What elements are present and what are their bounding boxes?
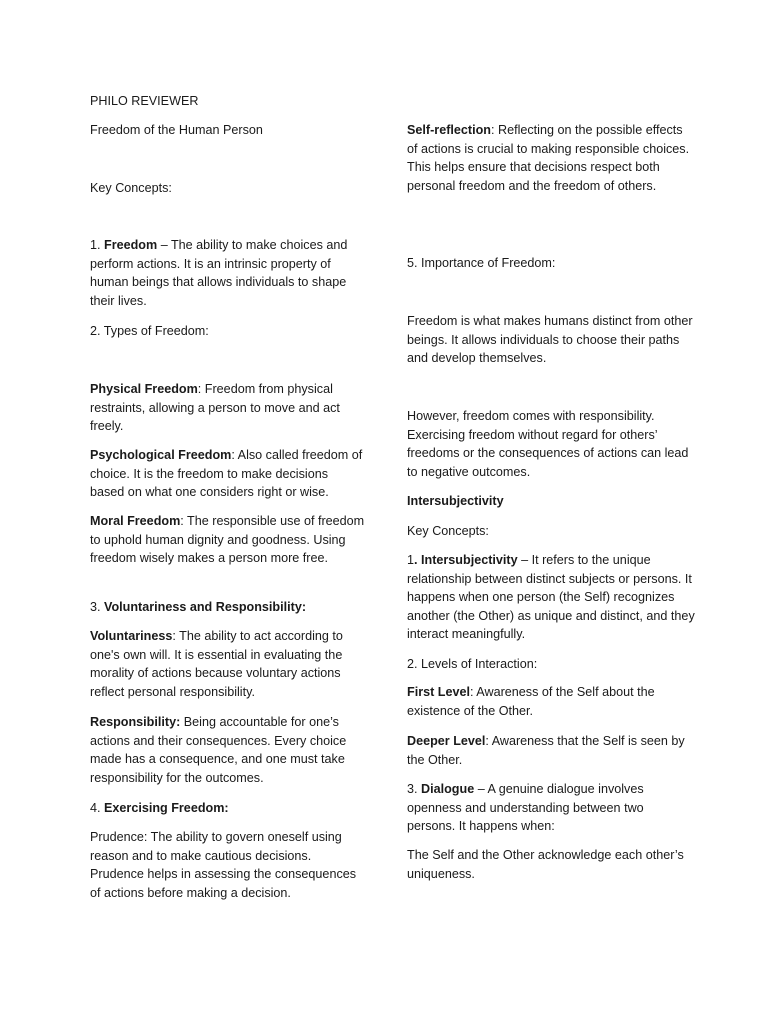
- voluntariness-definition: [90, 627, 365, 701]
- first-level-text: : Awareness of the Self about the existence of the Other.: [407, 685, 655, 718]
- moral-freedom-text: : The responsible use of freedom to uphold human dignity and goodness. Using freedom wisely makes a person more free.: [90, 514, 365, 566]
- dialogue-definition: [407, 780, 695, 836]
- deeper-level-text: : Awareness that the Self is seen by the Other.: [407, 734, 685, 767]
- self-other-statement: The Self and the Other acknowledge each other’s uniqueness.: [407, 848, 684, 881]
- freedom-definition: [90, 236, 365, 310]
- importance-paragraph-2: However, freedom comes with responsibility. Exercising freedom without regard for others’ freedoms or the consequences of actions can lead to negative outcomes.: [407, 409, 689, 479]
- responsibility-text: Being accountable for one’s actions and their consequences. Every choice made has a consequence, and one must take responsibility for the outcomes.: [90, 715, 347, 785]
- types-of-freedom-heading: 2. Types of Freedom:: [90, 324, 209, 338]
- dialogue-number: 3.: [407, 782, 422, 796]
- dialogue-text: – A genuine dialogue involves openness and understanding between two persons. It happens when:: [407, 782, 644, 834]
- key-concepts-label: Key Concepts:: [90, 181, 172, 195]
- moral-freedom-definition: [90, 512, 365, 568]
- physical-freedom-definition: [90, 380, 365, 436]
- intersubjectivity-title-text: Intersubjectivity: [407, 494, 504, 508]
- responsibility-definition: [90, 713, 365, 787]
- moral-freedom-term: Moral Freedom: [90, 514, 181, 528]
- voluntariness-term: Voluntariness: [90, 629, 173, 643]
- voluntariness-text: : The ability to act according to one's own will. It is essential in evaluating the morality of actions because voluntary actions reflect personal responsibility.: [90, 629, 343, 699]
- dialogue-term: Dialogue: [421, 782, 475, 796]
- intersubjectivity-text: – It refers to the unique relationship between distinct subjects or persons. It happens when one person (the Self) recognizes another (the Other) as unique and distinct, and they interact meaningfully.: [407, 553, 695, 642]
- intersubjectivity-term: . Intersubjectivity: [414, 553, 518, 567]
- self-reflection-definition: [407, 121, 695, 195]
- self-reflection-term: Self-reflection: [407, 123, 491, 137]
- exercising-freedom-text: Exercising Freedom:: [104, 801, 229, 815]
- self-reflection-text: : Reflecting on the possible effects of actions is crucial to making responsible choices. This helps ensure that decisions respect both personal freedom and the freedom of others.: [407, 123, 690, 193]
- freedom-text: – The ability to make choices and perform actions. It is an intrinsic property of human beings that allows individuals to shape their lives.: [90, 238, 348, 308]
- responsibility-term: Responsibility:: [90, 715, 181, 729]
- document-title: PHILO REVIEWER: [90, 94, 199, 108]
- intersubjectivity-number: 1: [407, 553, 415, 567]
- first-level-definition: [407, 683, 695, 720]
- psychological-freedom-text: : Also called freedom of choice. It is the freedom to make decisions based on what one considers right or wise.: [90, 448, 363, 500]
- exercising-freedom-heading: [90, 799, 365, 818]
- voluntariness-heading-text: Voluntariness and Responsibility:: [104, 600, 307, 614]
- physical-freedom-text: : Freedom from physical restraints, allowing a person to move and act freely.: [90, 382, 340, 434]
- deeper-level-definition: [407, 732, 695, 769]
- first-level-term: First Level: [407, 685, 470, 699]
- deeper-level-term: Deeper Level: [407, 734, 486, 748]
- voluntariness-heading: [90, 598, 365, 617]
- prudence-definition: Prudence: The ability to govern oneself using reason and to make cautious decisions. Prudence helps in assessing the consequences of actions before making a decision.: [90, 830, 357, 900]
- intersubjectivity-title: [407, 492, 695, 511]
- psychological-freedom-term: Psychological Freedom: [90, 448, 232, 462]
- intersubjectivity-definition: [407, 551, 695, 644]
- importance-heading: 5. Importance of Freedom:: [407, 256, 556, 270]
- key-concepts-label-2: Key Concepts:: [407, 524, 489, 538]
- physical-freedom-term: Physical Freedom: [90, 382, 198, 396]
- levels-heading: 2. Levels of Interaction:: [407, 657, 538, 671]
- freedom-term: Freedom: [104, 238, 158, 252]
- voluntariness-heading-number: 3.: [90, 600, 105, 614]
- exercising-freedom-number: 4.: [90, 801, 105, 815]
- section-title: Freedom of the Human Person: [90, 123, 263, 137]
- psychological-freedom-definition: [90, 446, 365, 502]
- importance-paragraph-1: Freedom is what makes humans distinct from other beings. It allows individuals to choose their paths and develop themselves.: [407, 314, 693, 366]
- freedom-number: 1.: [90, 238, 105, 252]
